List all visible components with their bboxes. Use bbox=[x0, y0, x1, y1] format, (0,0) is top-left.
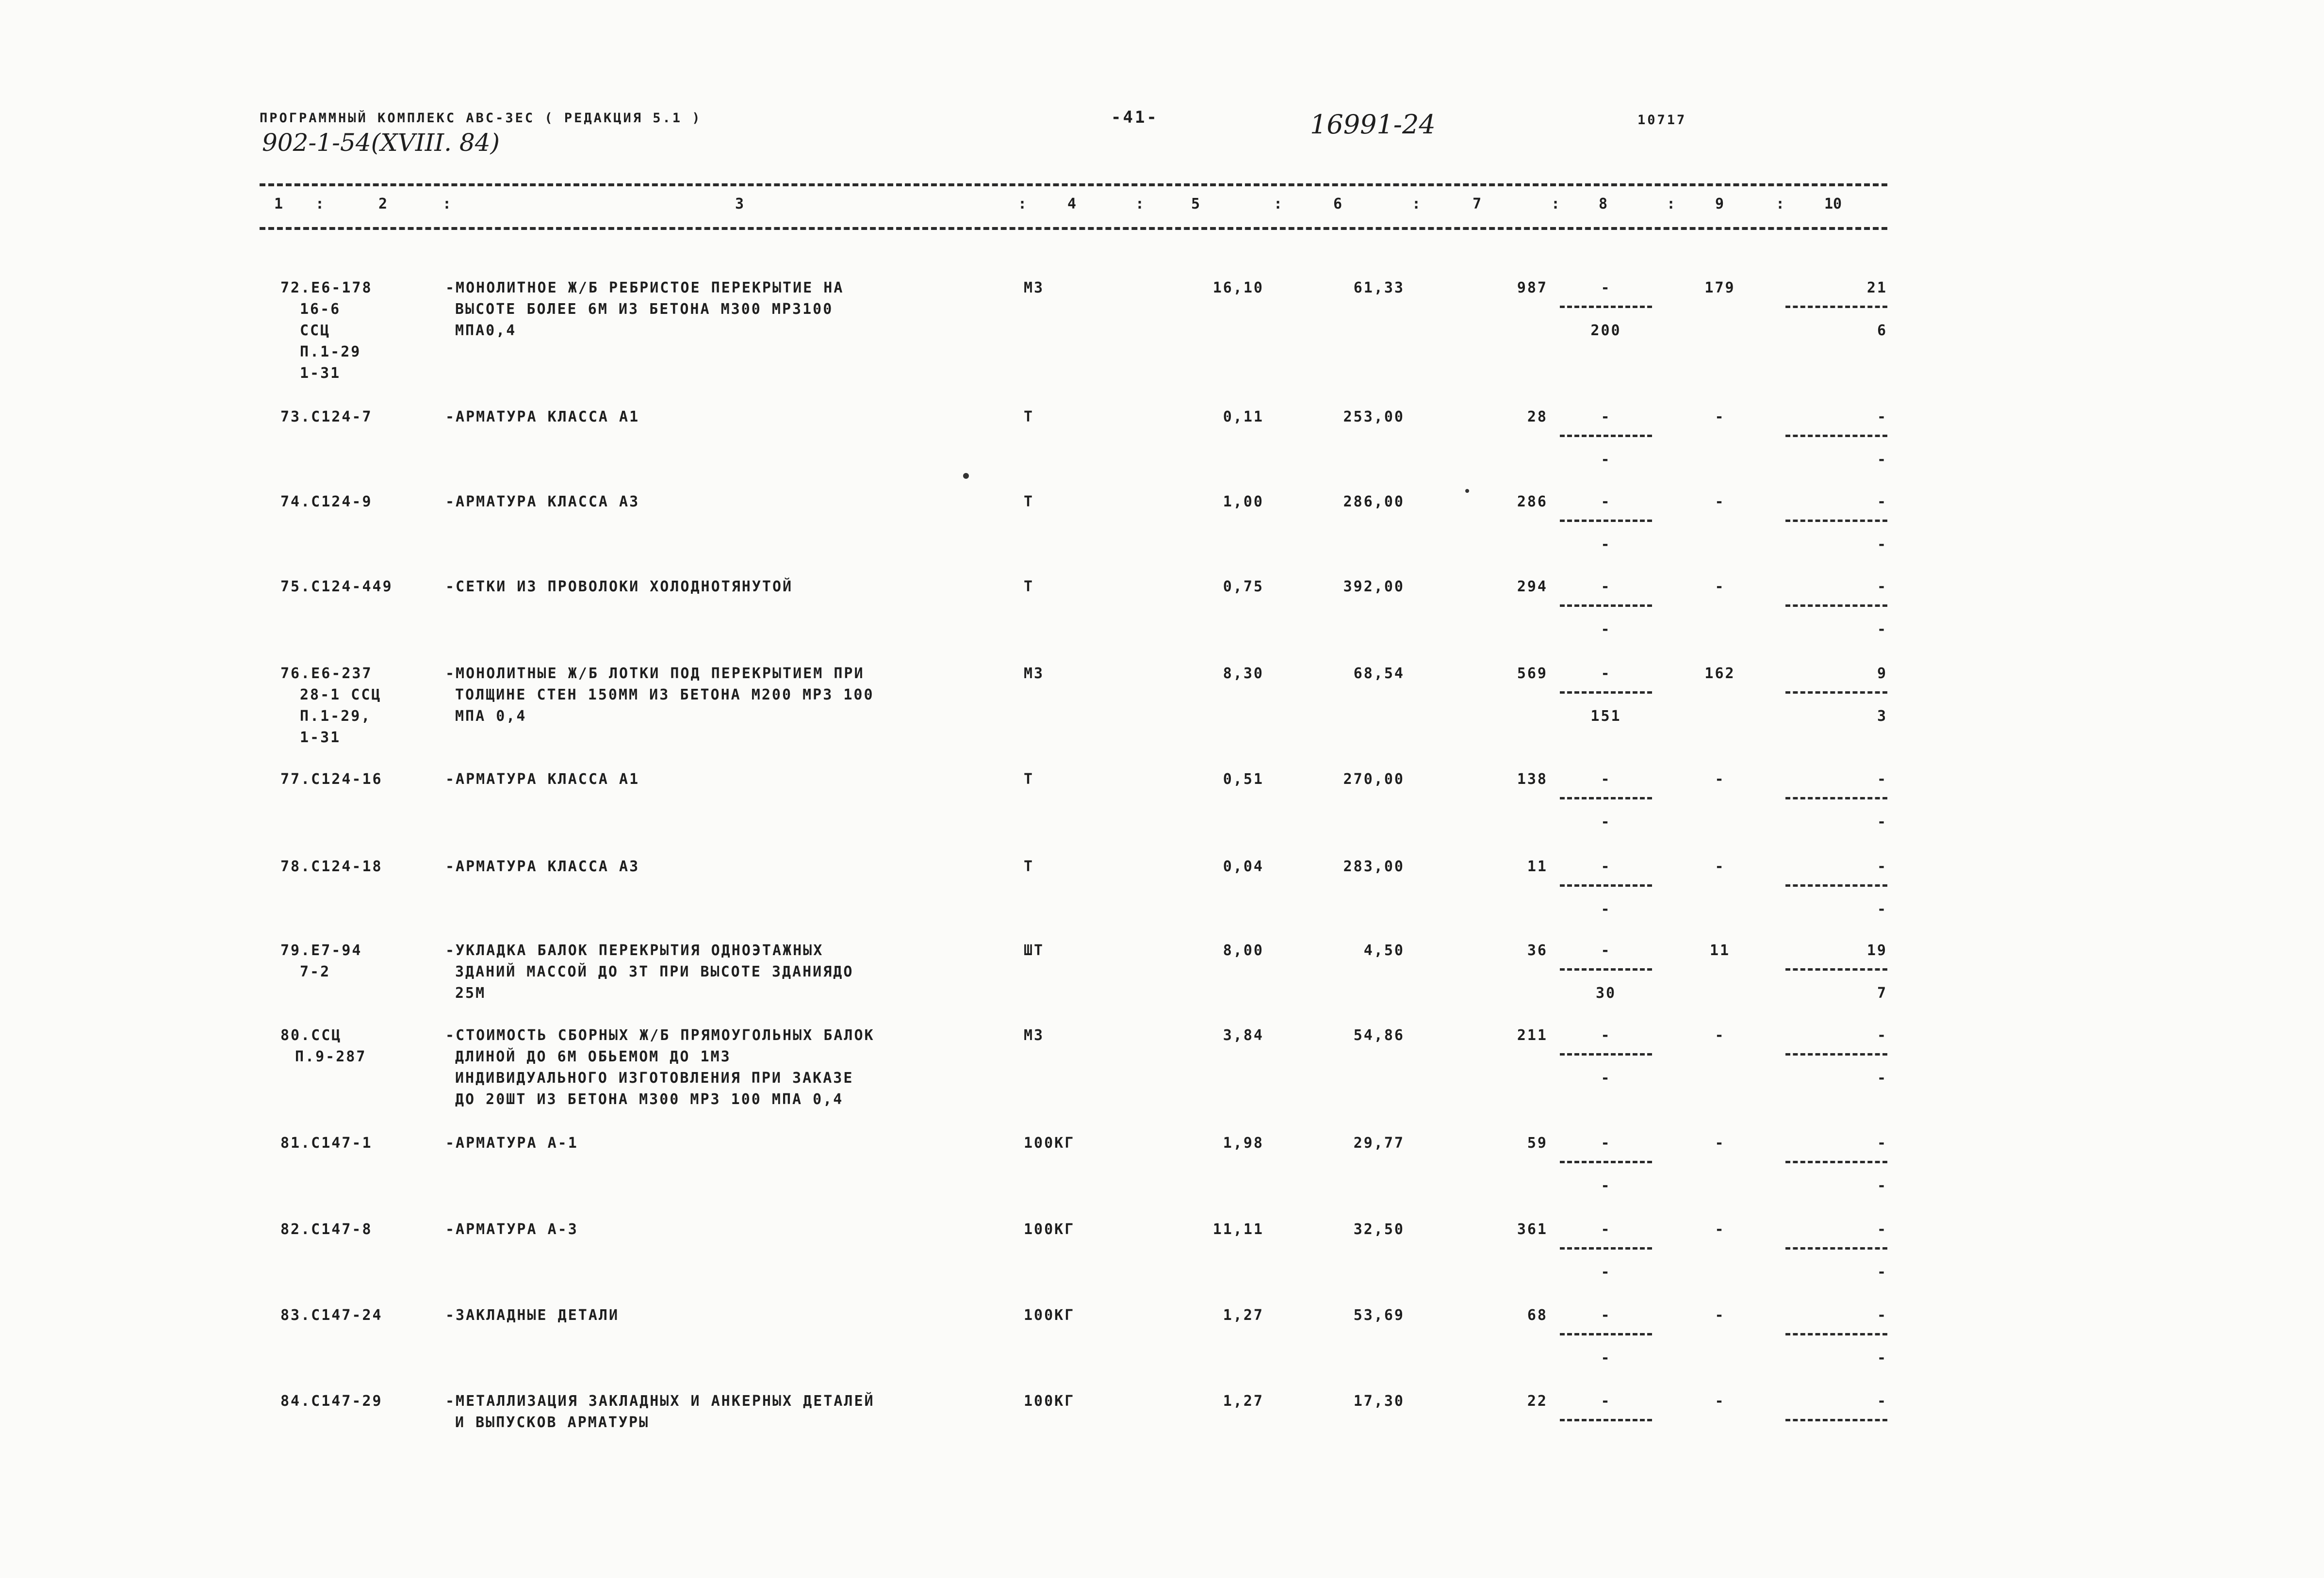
row-description: -АРМАТУРА КЛАССА А1 bbox=[445, 408, 640, 425]
row-total: 68 bbox=[1527, 1307, 1548, 1324]
fraction-line bbox=[1560, 604, 1652, 607]
stamp-number: 16991-24 bbox=[1310, 109, 1436, 140]
col-sep: : bbox=[1551, 195, 1560, 212]
fraction-line bbox=[1785, 435, 1887, 437]
row-col9: 11 bbox=[1709, 942, 1731, 959]
fraction-line bbox=[1560, 435, 1652, 437]
row-col10-top: - bbox=[1877, 1393, 1887, 1410]
fraction-line bbox=[1785, 797, 1887, 799]
row-col8-top: - bbox=[1601, 1307, 1611, 1324]
row-col10-bottom: - bbox=[1877, 813, 1887, 830]
row-col8-top: - bbox=[1601, 1027, 1611, 1044]
col-sep: : bbox=[315, 195, 325, 212]
row-col9: - bbox=[1715, 1221, 1725, 1238]
row-description: -АРМАТУРА А-3 bbox=[445, 1221, 578, 1238]
row-description: -АРМАТУРА КЛАССА А1 bbox=[445, 771, 640, 788]
table-row bbox=[0, 1305, 2324, 1383]
row-col8-bottom: - bbox=[1601, 813, 1611, 830]
row-col8-top: - bbox=[1601, 858, 1611, 875]
fraction-line bbox=[1785, 691, 1887, 694]
fraction-line bbox=[1785, 968, 1887, 971]
fraction-line bbox=[1560, 691, 1652, 694]
table-row bbox=[0, 1391, 2324, 1468]
row-unit-price: 32,50 bbox=[1353, 1221, 1405, 1238]
col-10: 10 bbox=[1824, 195, 1842, 212]
fraction-line bbox=[1560, 884, 1652, 887]
row-total: 36 bbox=[1527, 942, 1548, 959]
fraction-line bbox=[1560, 1247, 1652, 1250]
fraction-line bbox=[1785, 1419, 1887, 1421]
row-col10-bottom: - bbox=[1877, 1264, 1887, 1281]
row-total: 22 bbox=[1527, 1393, 1548, 1410]
row-code: 80.ССЦ П.9-287 bbox=[280, 1027, 367, 1065]
row-col10-top: - bbox=[1877, 858, 1887, 875]
row-unit-price: 253,00 bbox=[1343, 408, 1405, 425]
table-row bbox=[0, 277, 2324, 382]
row-col8-bottom: 200 bbox=[1590, 322, 1621, 339]
row-col8-top: - bbox=[1601, 408, 1611, 425]
row-col10-bottom: - bbox=[1877, 451, 1887, 468]
col-sep: : bbox=[1667, 195, 1676, 212]
row-quantity: 1,27 bbox=[1223, 1393, 1264, 1410]
row-unit-price: 29,77 bbox=[1353, 1135, 1405, 1152]
row-col8-top: - bbox=[1601, 1393, 1611, 1410]
row-col10-top: - bbox=[1877, 493, 1887, 510]
row-col9: - bbox=[1715, 1393, 1725, 1410]
row-quantity: 0,04 bbox=[1223, 858, 1264, 875]
header-rule-top bbox=[260, 183, 1887, 186]
row-col9: - bbox=[1715, 1027, 1725, 1044]
table-row bbox=[0, 407, 2324, 484]
row-col10-top: 21 bbox=[1866, 279, 1887, 296]
row-code: 84.С147-29 bbox=[280, 1393, 383, 1410]
row-col10-bottom: - bbox=[1877, 901, 1887, 918]
row-col8-bottom: - bbox=[1601, 451, 1611, 468]
row-col10-bottom: - bbox=[1877, 1070, 1887, 1087]
row-col8-top: - bbox=[1601, 279, 1611, 296]
row-quantity: 0,51 bbox=[1223, 771, 1264, 788]
row-col8-bottom: - bbox=[1601, 901, 1611, 918]
row-col10-top: - bbox=[1877, 408, 1887, 425]
table-row bbox=[0, 576, 2324, 654]
row-col9: - bbox=[1715, 408, 1725, 425]
row-description: -ЗАКЛАДНЫЕ ДЕТАЛИ bbox=[445, 1307, 620, 1324]
row-description: -МОНОЛИТНЫЕ Ж/Б ЛОТКИ ПОД ПЕРЕКРЫТИЕМ ПРИ ТОЛЩИНЕ СТЕН 150ММ ИЗ БЕТОНА М200 МРЗ 100 МПА 0,4 bbox=[445, 665, 874, 725]
row-col8-bottom: - bbox=[1601, 1264, 1611, 1281]
row-quantity: 16,10 bbox=[1212, 279, 1264, 296]
row-col10-bottom: - bbox=[1877, 1350, 1887, 1367]
row-quantity: 0,75 bbox=[1223, 578, 1264, 595]
row-unit-price: 283,00 bbox=[1343, 858, 1405, 875]
row-col8-top: - bbox=[1601, 771, 1611, 788]
row-col8-bottom: - bbox=[1601, 1177, 1611, 1194]
col-1: 1 bbox=[274, 195, 283, 212]
col-3: 3 bbox=[735, 195, 744, 212]
row-unit: Т bbox=[1024, 771, 1034, 788]
row-quantity: 0,11 bbox=[1223, 408, 1264, 425]
page-number: -41- bbox=[1111, 108, 1159, 127]
fraction-line bbox=[1560, 306, 1652, 308]
row-col8-bottom: - bbox=[1601, 1070, 1611, 1087]
col-8: 8 bbox=[1599, 195, 1608, 212]
row-col10-bottom: 3 bbox=[1877, 708, 1887, 725]
row-description: -АРМАТУРА А-1 bbox=[445, 1135, 578, 1152]
row-col8-top: - bbox=[1601, 942, 1611, 959]
row-quantity: 1,00 bbox=[1223, 493, 1264, 510]
row-total: 211 bbox=[1517, 1027, 1548, 1044]
row-total: 361 bbox=[1517, 1221, 1548, 1238]
row-code: 73.С124-7 bbox=[280, 408, 373, 425]
row-code: 77.С124-16 bbox=[280, 771, 383, 788]
row-description: -СТОИМОСТЬ СБОРНЫХ Ж/Б ПРЯМОУГОЛЬНЫХ БАЛОК ДЛИНОЙ ДО 6М ОБЬЕМОМ ДО 1М3 ИНДИВИДУАЛЬНОГО ИЗГОТОВЛЕНИЯ ПРИ ЗАКАЗЕ ДО 20ШТ ИЗ БЕТОНА М300 МРЗ 100 МПА 0,4 bbox=[445, 1027, 875, 1108]
row-col9: - bbox=[1715, 771, 1725, 788]
row-col9: 162 bbox=[1704, 665, 1735, 682]
table-row bbox=[0, 1025, 2324, 1108]
row-unit: 100КГ bbox=[1024, 1135, 1075, 1152]
row-col10-top: 9 bbox=[1877, 665, 1887, 682]
col-6: 6 bbox=[1333, 195, 1342, 212]
document-code: 10717 bbox=[1637, 113, 1687, 128]
col-7: 7 bbox=[1473, 195, 1482, 212]
row-unit: Т bbox=[1024, 578, 1034, 595]
fraction-line bbox=[1560, 797, 1652, 799]
row-quantity: 1,98 bbox=[1223, 1135, 1264, 1152]
fraction-line bbox=[1785, 604, 1887, 607]
project-code: 902-1-54(XVIII. 84) bbox=[262, 129, 500, 157]
row-total: 138 bbox=[1517, 771, 1548, 788]
row-col10-top: 19 bbox=[1866, 942, 1887, 959]
row-col10-bottom: 7 bbox=[1877, 985, 1887, 1002]
fraction-line bbox=[1560, 1419, 1652, 1421]
fraction-line bbox=[1785, 1161, 1887, 1163]
row-unit: Т bbox=[1024, 858, 1034, 875]
row-total: 569 bbox=[1517, 665, 1548, 682]
row-total: 59 bbox=[1527, 1135, 1548, 1152]
row-total: 28 bbox=[1527, 408, 1548, 425]
row-col10-bottom: - bbox=[1877, 536, 1887, 553]
row-col10-bottom: 6 bbox=[1877, 322, 1887, 339]
row-col10-top: - bbox=[1877, 1221, 1887, 1238]
row-quantity: 1,27 bbox=[1223, 1307, 1264, 1324]
row-unit: 100КГ bbox=[1024, 1307, 1075, 1324]
row-col8-top: - bbox=[1601, 1221, 1611, 1238]
row-col8-bottom: 151 bbox=[1590, 708, 1621, 725]
program-line: ПРОГРАММНЫЙ КОМПЛЕКС АВС-3ЕС ( РЕДАКЦИЯ 5.1 ) bbox=[260, 111, 702, 126]
row-col10-bottom: - bbox=[1877, 621, 1887, 638]
row-code: 78.С124-18 bbox=[280, 858, 383, 875]
fraction-line bbox=[1560, 1161, 1652, 1163]
row-unit: Т bbox=[1024, 493, 1034, 510]
row-col9: - bbox=[1715, 858, 1725, 875]
row-total: 294 bbox=[1517, 578, 1548, 595]
fraction-line bbox=[1785, 1053, 1887, 1056]
row-code: 83.С147-24 bbox=[280, 1307, 383, 1324]
row-unit-price: 61,33 bbox=[1353, 279, 1405, 296]
row-description: -АРМАТУРА КЛАССА А3 bbox=[445, 493, 640, 510]
row-unit-price: 17,30 bbox=[1353, 1393, 1405, 1410]
table-row bbox=[0, 663, 2324, 746]
row-unit: 100КГ bbox=[1024, 1393, 1075, 1410]
row-col10-top: - bbox=[1877, 1027, 1887, 1044]
row-col8-bottom: - bbox=[1601, 1350, 1611, 1367]
row-col10-top: - bbox=[1877, 1135, 1887, 1152]
row-code: 81.С147-1 bbox=[280, 1135, 373, 1152]
row-col8-top: - bbox=[1601, 665, 1611, 682]
row-quantity: 3,84 bbox=[1223, 1027, 1264, 1044]
fraction-line bbox=[1560, 1333, 1652, 1335]
row-unit-price: 392,00 bbox=[1343, 578, 1405, 595]
row-description: -УКЛАДКА БАЛОК ПЕРЕКРЫТИЯ ОДНОЭТАЖНЫХ ЗДАНИЙ МАССОЙ ДО 3Т ПРИ ВЫСОТЕ ЗДАНИЯДО 25М bbox=[445, 942, 854, 1002]
table-row bbox=[0, 491, 2324, 569]
table-row bbox=[0, 1219, 2324, 1297]
row-col8-top: - bbox=[1601, 578, 1611, 595]
fraction-line bbox=[1785, 1247, 1887, 1250]
col-2: 2 bbox=[378, 195, 388, 212]
row-col10-top: - bbox=[1877, 578, 1887, 595]
row-description: -МОНОЛИТНОЕ Ж/Б РЕБРИСТОЕ ПЕРЕКРЫТИЕ НА ВЫСОТЕ БОЛЕЕ 6М ИЗ БЕТОНА М300 МРЗ100 МПА0,4 bbox=[445, 279, 844, 339]
table-row bbox=[0, 1133, 2324, 1210]
row-unit-price: 286,00 bbox=[1343, 493, 1405, 510]
table-row bbox=[0, 856, 2324, 934]
row-unit: 100КГ bbox=[1024, 1221, 1075, 1238]
row-col9: - bbox=[1715, 493, 1725, 510]
row-quantity: 8,30 bbox=[1223, 665, 1264, 682]
table-row bbox=[0, 769, 2324, 846]
fraction-line bbox=[1560, 968, 1652, 971]
row-total: 286 bbox=[1517, 493, 1548, 510]
fraction-line bbox=[1560, 520, 1652, 522]
header-rule-bottom bbox=[260, 227, 1887, 230]
col-4: 4 bbox=[1067, 195, 1077, 212]
row-col9: - bbox=[1715, 578, 1725, 595]
row-code: 76.Е6-237 28-1 ССЦ П.1-29, 1-31 bbox=[280, 665, 382, 746]
row-code: 75.С124-449 bbox=[280, 578, 393, 595]
row-code: 79.Е7-94 7-2 bbox=[280, 942, 362, 980]
col-sep: : bbox=[1135, 195, 1145, 212]
col-sep: : bbox=[1776, 195, 1785, 212]
row-col9: - bbox=[1715, 1135, 1725, 1152]
row-unit: М3 bbox=[1024, 279, 1045, 296]
col-sep: : bbox=[1274, 195, 1283, 212]
row-col8-top: - bbox=[1601, 493, 1611, 510]
row-unit-price: 68,54 bbox=[1353, 665, 1405, 682]
row-col8-bottom: - bbox=[1601, 536, 1611, 553]
row-unit: Т bbox=[1024, 408, 1034, 425]
row-quantity: 8,00 bbox=[1223, 942, 1264, 959]
fraction-line bbox=[1785, 1333, 1887, 1335]
row-col9: 179 bbox=[1704, 279, 1735, 296]
fraction-line bbox=[1785, 306, 1887, 308]
fraction-line bbox=[1785, 520, 1887, 522]
row-description: -АРМАТУРА КЛАССА А3 bbox=[445, 858, 640, 875]
row-col8-top: - bbox=[1601, 1135, 1611, 1152]
row-code: 72.Е6-178 16-6 ССЦ П.1-29 1-31 bbox=[280, 279, 373, 382]
col-9: 9 bbox=[1715, 195, 1724, 212]
row-col8-bottom: - bbox=[1601, 621, 1611, 638]
row-description: -СЕТКИ ИЗ ПРОВОЛОКИ ХОЛОДНОТЯНУТОЙ bbox=[445, 578, 793, 595]
table-row bbox=[0, 940, 2324, 1018]
fraction-line bbox=[1560, 1053, 1652, 1056]
scan-speck bbox=[963, 473, 969, 479]
scan-speck bbox=[1465, 489, 1469, 493]
row-col10-top: - bbox=[1877, 1307, 1887, 1324]
row-unit: ШТ bbox=[1024, 942, 1045, 959]
row-total: 11 bbox=[1527, 858, 1548, 875]
row-col10-top: - bbox=[1877, 771, 1887, 788]
col-5: 5 bbox=[1191, 195, 1200, 212]
col-sep: : bbox=[1018, 195, 1027, 212]
col-sep: : bbox=[442, 195, 452, 212]
row-col8-bottom: 30 bbox=[1595, 985, 1617, 1002]
row-code: 82.С147-8 bbox=[280, 1221, 373, 1238]
row-col10-bottom: - bbox=[1877, 1177, 1887, 1194]
row-description: -МЕТАЛЛИЗАЦИЯ ЗАКЛАДНЫХ И АНКЕРНЫХ ДЕТАЛЕЙ И ВЫПУСКОВ АРМАТУРЫ bbox=[445, 1393, 875, 1431]
row-total: 987 bbox=[1517, 279, 1548, 296]
row-unit-price: 4,50 bbox=[1363, 942, 1405, 959]
row-unit-price: 270,00 bbox=[1343, 771, 1405, 788]
row-code: 74.С124-9 bbox=[280, 493, 373, 510]
row-unit-price: 54,86 bbox=[1353, 1027, 1405, 1044]
row-unit: М3 bbox=[1024, 1027, 1045, 1044]
row-unit-price: 53,69 bbox=[1353, 1307, 1405, 1324]
col-sep: : bbox=[1412, 195, 1421, 212]
row-quantity: 11,11 bbox=[1212, 1221, 1264, 1238]
fraction-line bbox=[1785, 884, 1887, 887]
row-col9: - bbox=[1715, 1307, 1725, 1324]
row-unit: М3 bbox=[1024, 665, 1045, 682]
